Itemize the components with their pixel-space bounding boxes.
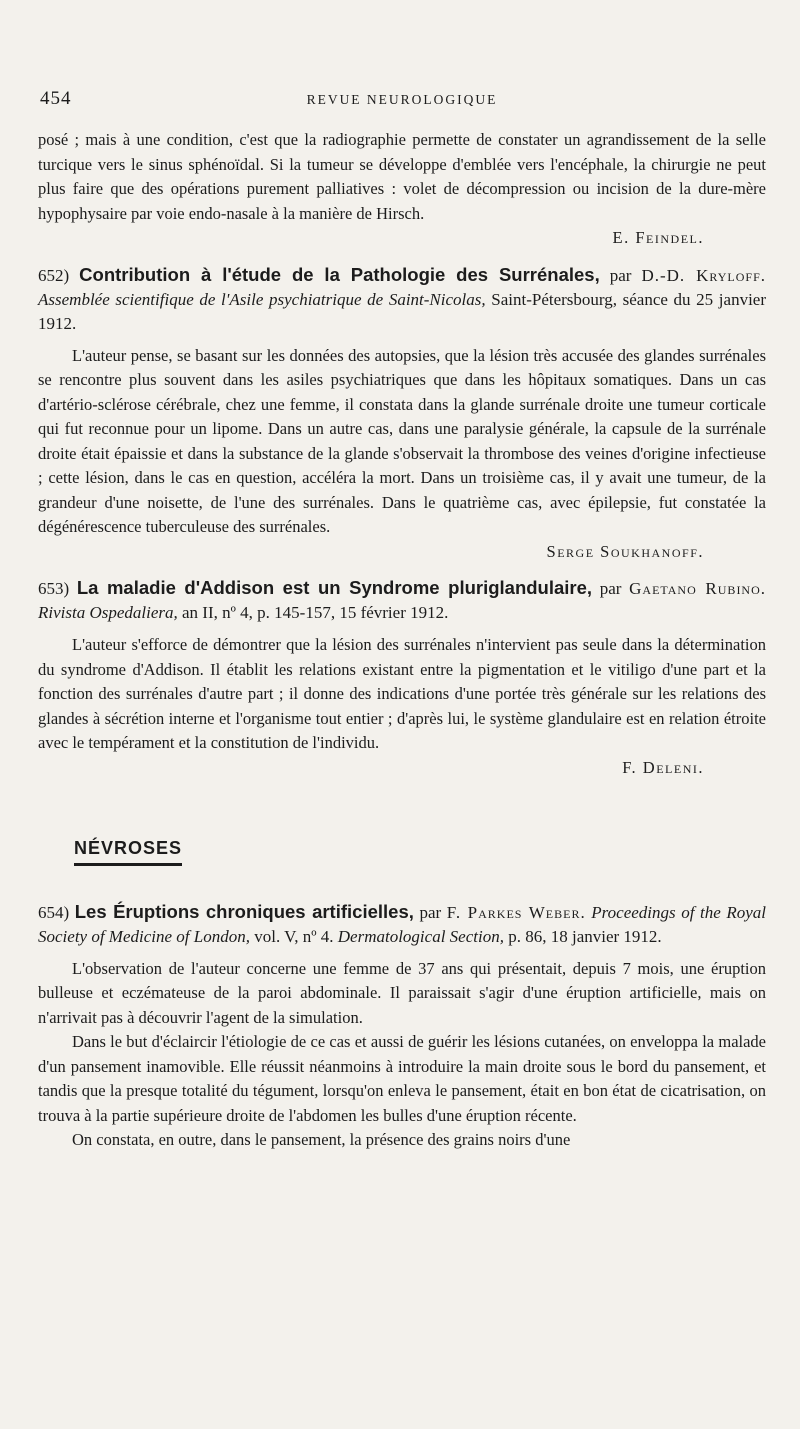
entry-source-title: Rivista Ospedaliera,: [38, 603, 178, 622]
abstract-entry-652: [38, 263, 766, 565]
section-heading: NÉVROSES: [74, 836, 182, 866]
entry-number: 654): [38, 902, 70, 922]
entry-source-section: Dermatological Section,: [337, 926, 504, 946]
entry-author: Gaetano Rubino.: [629, 579, 767, 598]
entry-heading: [38, 576, 766, 625]
entry-heading: [38, 900, 766, 949]
entry-source-details: vol. V, nº 4.: [254, 926, 334, 946]
entry-signature: F. Deleni.: [622, 757, 704, 777]
entry-title: Contribution à l'étude de la Pathologie des Surrénales,: [79, 263, 600, 285]
running-title: REVUE NEUROLOGIQUE: [306, 92, 498, 107]
entry-paragraph: On constata, en outre, dans le pansement, la présence des grains noirs d'une: [72, 1130, 571, 1149]
entry-summary: L'auteur pense, se basant sur les données des autopsies, que la lésion très accusée des glandes surrénales se rencontre plus souvent dans les asiles psychiatriques que dans les hôpitaux somatiques. Dans un cas d'artério-sclérose cérébrale, chez une femme, il constata dans la glande surrénale droite une tumeur corticale qui fut reconnue pour un lipome. Dans un autre cas, dans une paralysie générale, la capsule de la surrénale droite était épaissie et dans la substance de la glande s'observait la thrombose des veines d'origine infectieuse ; cette lésion, dans le cas en question, accéléra la mort. Dans un troisième cas, il y avait une tumeur, de la grandeur d'une noisette, de l'une des surrénales. Dans le quatrième cas, avec épilepsie, fut constatée la dégénérescence tuberculeuse des surrénales.: [38, 345, 766, 536]
page-number: 454: [40, 88, 72, 109]
entry-source-details: Saint-Pétersbourg, séance du 25 janvier 1912.: [38, 289, 767, 333]
entry-summary: L'auteur s'efforce de démontrer que la lésion des surrénales n'intervient pas seule dans la détermination du syndrome d'Addison. Il établit les relations existant entre la pigmentation et le vitiligo d'une part et la fonction des surrénales d'autre part ; il donne des indications d'une portée très générale sur les relations des glandes à sécrétion interne et l'organisme tout entier ; d'après lui, le système glandulaire est en relation étroite avec le tempérament et la constitution de l'individu.: [38, 635, 766, 752]
carryover-signature: E. Feindel.: [612, 228, 704, 247]
entry-author: F. Parkes Weber.: [446, 902, 586, 922]
entry-by: par: [419, 902, 442, 922]
entry-paragraph: L'observation de l'auteur concerne une femme de 37 ans qui présentait, depuis 7 mois, une éruption bulleuse et eczémateuse de la paroi abdominale. Il paraissait s'agir d'une éruption artificielle, mais on n'arrivait pas à découvrir l'agent de la simulation.: [38, 958, 766, 1027]
page-header: [38, 88, 766, 114]
entry-source-title: Proceedings of the Royal Society of Medicine of London,: [38, 902, 766, 946]
entry-heading: [38, 263, 766, 336]
entry-number: 652): [38, 265, 70, 285]
entry-by: par: [599, 579, 622, 598]
entry-signature: Serge Soukhanoff.: [546, 541, 704, 561]
entry-source-title: Assemblée scientifique de l'Asile psychiatrique de Saint-Nicolas,: [38, 289, 486, 309]
entry-by: par: [609, 265, 632, 285]
carryover-paragraph: posé ; mais à une condition, c'est que la radiographie permette de constater un agrandissement de la selle turcique vers le sinus sphénoïdal. Si la tumeur se développe d'emblée vers l'encéphale, la chirurgie ne peut plus faire que des opérations purement palliatives : volet de décompression ou incision de la dure-mère hypophysaire par voie endo-nasale à la manière de Hirsch.: [38, 130, 766, 223]
entry-number: 653): [38, 579, 70, 598]
entry-source-details: an II, nº 4, p. 145-157, 15 février 1912.: [182, 603, 449, 622]
entry-title: Les Éruptions chroniques artificielles,: [74, 900, 414, 922]
entry-source-pages: p. 86, 18 janvier 1912.: [508, 926, 662, 946]
entry-paragraph: Dans le but d'éclaircir l'étiologie de ce cas et aussi de guérir les lésions cutanées, on enveloppa la malade d'un pansement inamovible. Elle réussit néanmoins à introduire la main droite sous le bord du pansement, et tandis que la presque totalité du tégument, lorsqu'on enleva le pansement, était en bon état de cicatrisation, on trouva à la partie supérieure droite de l'abdomen les bulles d'une éruption récente.: [38, 1032, 766, 1125]
entry-author: D.-D. Kryloff.: [641, 265, 767, 285]
journal-page: [38, 0, 766, 1429]
abstract-entry-653: [38, 576, 766, 780]
abstract-entry-654: [38, 900, 766, 1153]
entry-title: La maladie d'Addison est un Syndrome pluriglandulaire,: [76, 577, 593, 598]
page-content: [38, 128, 766, 1153]
